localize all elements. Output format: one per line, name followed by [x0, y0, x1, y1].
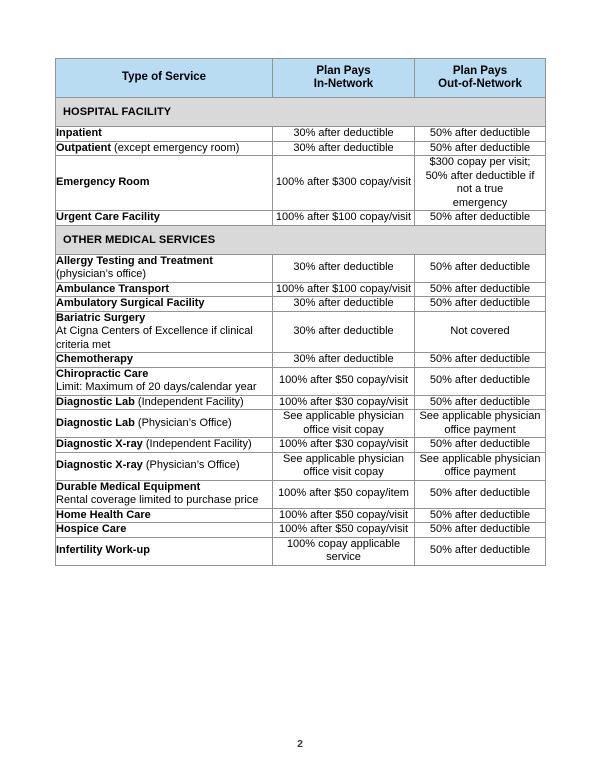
benefit-line: 30% after deductible: [293, 127, 394, 139]
benefit-line: office visit copay: [303, 466, 384, 478]
benefit-line: 100% copay applicable: [286, 537, 401, 550]
benefit-line: 50% after deductible if: [425, 169, 535, 182]
service-name-cell: [56, 523, 273, 538]
benefit-line: 50% after deductible: [429, 127, 531, 139]
table-header: [56, 59, 546, 98]
benefit-line: 50% after deductible: [429, 374, 531, 387]
column-header-sublabel: In-Network: [313, 78, 374, 90]
in-network-benefit-cell: [273, 480, 415, 508]
service-name-cell: [56, 141, 273, 156]
service-name: Outpatient: [56, 141, 111, 154]
benefit-line: 50% after deductible: [429, 353, 531, 365]
table-row: [56, 438, 546, 453]
out-of-network-benefit-cell: [415, 254, 546, 282]
service-name: Home Health Care: [56, 508, 151, 521]
in-network-benefit-cell: [273, 410, 415, 438]
benefits-summary-table: [55, 58, 546, 566]
in-network-benefit-cell: [273, 508, 415, 523]
benefit-line: See applicable physician: [419, 452, 541, 465]
service-name-cell: [56, 127, 273, 142]
service-name-cell: [56, 367, 273, 395]
benefit-line: 100% after $100 copay/visit: [275, 211, 412, 223]
service-name-cell: [56, 254, 273, 282]
table-row: [56, 282, 546, 297]
section-header-label: OTHER MEDICAL SERVICES: [56, 225, 546, 254]
benefit-line: 100% after $300 copay/visit: [275, 176, 412, 189]
in-network-benefit-cell: [273, 156, 415, 211]
out-of-network-benefit-cell: [415, 353, 546, 368]
column-header-row: [56, 59, 546, 98]
benefit-line: 30% after deductible: [293, 141, 394, 154]
service-name-cell: [56, 537, 273, 565]
benefit-line: 100% after $100 copay/visit: [275, 282, 412, 295]
column-header-label: Plan Pays: [452, 64, 508, 77]
service-name: Durable Medical Equipment: [56, 480, 201, 493]
table-row: [56, 395, 546, 410]
table-row: [56, 141, 546, 156]
benefit-line: See applicable physician: [282, 410, 405, 422]
in-network-benefit-cell: [273, 452, 415, 480]
service-name: Infertility Work-up: [56, 544, 150, 557]
service-name: Chemotherapy: [56, 353, 134, 365]
in-network-benefit-cell: [273, 282, 415, 297]
in-network-benefit-cell: [273, 367, 415, 395]
out-of-network-benefit-cell: [415, 211, 546, 226]
out-of-network-benefit-cell: [415, 480, 546, 508]
out-of-network-benefit-cell: [415, 395, 546, 410]
benefit-line: 100% after $30 copay/visit: [278, 395, 409, 408]
service-name: Chiropractic Care: [56, 367, 149, 380]
service-name: Bariatric Surgery: [56, 311, 146, 324]
benefit-line: 50% after deductible: [429, 211, 531, 223]
benefit-line: 100% after $50 copay/visit: [278, 508, 409, 521]
benefit-line: office visit copay: [303, 423, 384, 436]
in-network-benefit-cell: [273, 537, 415, 565]
benefit-line: 100% after $30 copay/visit: [278, 438, 409, 450]
out-of-network-benefit-cell: [415, 127, 546, 142]
service-note: Rental coverage limited to purchase price: [56, 494, 259, 506]
out-of-network-benefit-cell: [415, 297, 546, 312]
in-network-benefit-cell: [273, 311, 415, 353]
benefit-line: Not covered: [450, 325, 510, 337]
column-header-sublabel: Out-of-Network: [438, 78, 522, 90]
in-network-benefit-cell: [273, 141, 415, 156]
out-of-network-benefit-cell: [415, 523, 546, 538]
service-name: Diagnostic Lab: [56, 395, 135, 408]
column-header-plan-pays-in-network: [273, 59, 415, 98]
table-row: [56, 311, 546, 353]
in-network-benefit-cell: [273, 211, 415, 226]
column-header-type-of-service: [56, 59, 273, 98]
benefit-line: 50% after deductible: [429, 523, 531, 535]
table-row: [56, 297, 546, 312]
benefit-line: 50% after deductible: [429, 487, 531, 500]
benefit-line: 100% after $50 copay/visit: [278, 523, 409, 535]
out-of-network-benefit-cell: [415, 438, 546, 453]
service-name: Diagnostic X-ray: [56, 459, 143, 472]
in-network-benefit-cell: [273, 438, 415, 453]
service-name: Diagnostic Lab: [56, 416, 135, 429]
service-name-cell: [56, 353, 273, 368]
benefit-line: emergency: [452, 196, 508, 209]
benefit-line: 100% after $50 copay/visit: [278, 374, 409, 387]
benefit-line: See applicable physician: [419, 410, 541, 422]
service-note: At Cigna Centers of Excellence if clinical criteria met: [56, 325, 253, 351]
out-of-network-benefit-cell: [415, 311, 546, 353]
section-header-label: HOSPITAL FACILITY: [56, 98, 546, 127]
service-name-cell: [56, 480, 273, 508]
service-qualifier: (Physician’s Office): [142, 459, 240, 472]
in-network-benefit-cell: [273, 395, 415, 410]
service-name: Emergency Room: [56, 176, 150, 189]
benefit-line: not a true: [456, 183, 504, 195]
service-name: Ambulatory Surgical Facility: [56, 297, 205, 309]
out-of-network-benefit-cell: [415, 282, 546, 297]
table-body: [56, 98, 546, 566]
benefit-line: 30% after deductible: [293, 325, 394, 337]
service-name: Hospice Care: [56, 523, 127, 535]
out-of-network-benefit-cell: [415, 508, 546, 523]
column-header-label: Type of Service: [121, 71, 207, 84]
table-row: [56, 480, 546, 508]
column-header-plan-pays-out-of-network: [415, 59, 546, 98]
benefit-line: 30% after deductible: [293, 297, 394, 309]
in-network-benefit-cell: [273, 523, 415, 538]
service-qualifier: (Independent Facility): [142, 438, 252, 450]
table-row: [56, 156, 546, 211]
service-qualifier: (Independent Facility): [134, 395, 244, 408]
in-network-benefit-cell: [273, 353, 415, 368]
table-row: [56, 508, 546, 523]
out-of-network-benefit-cell: [415, 156, 546, 211]
table-row: [56, 523, 546, 538]
benefit-line: 50% after deductible: [429, 261, 531, 274]
service-note: Limit: Maximum of 20 days/calendar year: [56, 381, 257, 393]
service-name: Diagnostic X-ray: [56, 438, 143, 450]
benefit-line: 30% after deductible: [293, 261, 394, 274]
service-name-cell: [56, 297, 273, 312]
service-name-cell: [56, 410, 273, 438]
service-name-cell: [56, 156, 273, 211]
benefit-line: 50% after deductible: [429, 508, 531, 521]
service-name: Urgent Care Facility: [56, 211, 160, 223]
out-of-network-benefit-cell: [415, 537, 546, 565]
benefit-line: $300 copay per visit;: [429, 156, 531, 168]
benefit-line: 50% after deductible: [429, 395, 531, 408]
in-network-benefit-cell: [273, 297, 415, 312]
benefit-line: 50% after deductible: [429, 297, 531, 309]
service-qualifier: (except emergency room): [111, 141, 240, 154]
benefit-line: 50% after deductible: [429, 141, 531, 154]
out-of-network-benefit-cell: [415, 452, 546, 480]
table-row: [56, 254, 546, 282]
benefit-line: 50% after deductible: [429, 438, 531, 450]
section-header-row: [56, 225, 546, 254]
benefit-line: office payment: [444, 423, 516, 436]
in-network-benefit-cell: [273, 254, 415, 282]
service-name-cell: [56, 508, 273, 523]
service-name-cell: [56, 395, 273, 410]
service-qualifier: (Physician’s Office): [134, 416, 232, 429]
table-row: [56, 353, 546, 368]
benefit-line: See applicable physician: [282, 452, 405, 465]
service-note: (physician’s office): [56, 268, 147, 280]
benefit-line: service: [326, 551, 361, 563]
page-number: 2: [297, 738, 303, 750]
benefit-line: 100% after $50 copay/item: [278, 487, 409, 500]
service-name-cell: [56, 211, 273, 226]
service-name: Allergy Testing and Treatment: [56, 254, 213, 267]
in-network-benefit-cell: [273, 127, 415, 142]
table-row: [56, 537, 546, 565]
service-name: Inpatient: [56, 127, 102, 139]
service-name-cell: [56, 282, 273, 297]
table-row: [56, 367, 546, 395]
benefit-line: 30% after deductible: [293, 353, 394, 365]
benefit-line: 50% after deductible: [429, 282, 531, 295]
benefit-line: 50% after deductible: [429, 544, 531, 557]
table-row: [56, 452, 546, 480]
table-row: [56, 410, 546, 438]
column-header-label: Plan Pays: [316, 64, 371, 77]
section-header-row: [56, 98, 546, 127]
out-of-network-benefit-cell: [415, 367, 546, 395]
service-name-cell: [56, 452, 273, 480]
table-row: [56, 127, 546, 142]
service-name: Ambulance Transport: [56, 282, 170, 295]
benefit-line: office payment: [444, 466, 516, 478]
service-name-cell: [56, 311, 273, 353]
service-name-cell: [56, 438, 273, 453]
out-of-network-benefit-cell: [415, 141, 546, 156]
table-row: [56, 211, 546, 226]
out-of-network-benefit-cell: [415, 410, 546, 438]
